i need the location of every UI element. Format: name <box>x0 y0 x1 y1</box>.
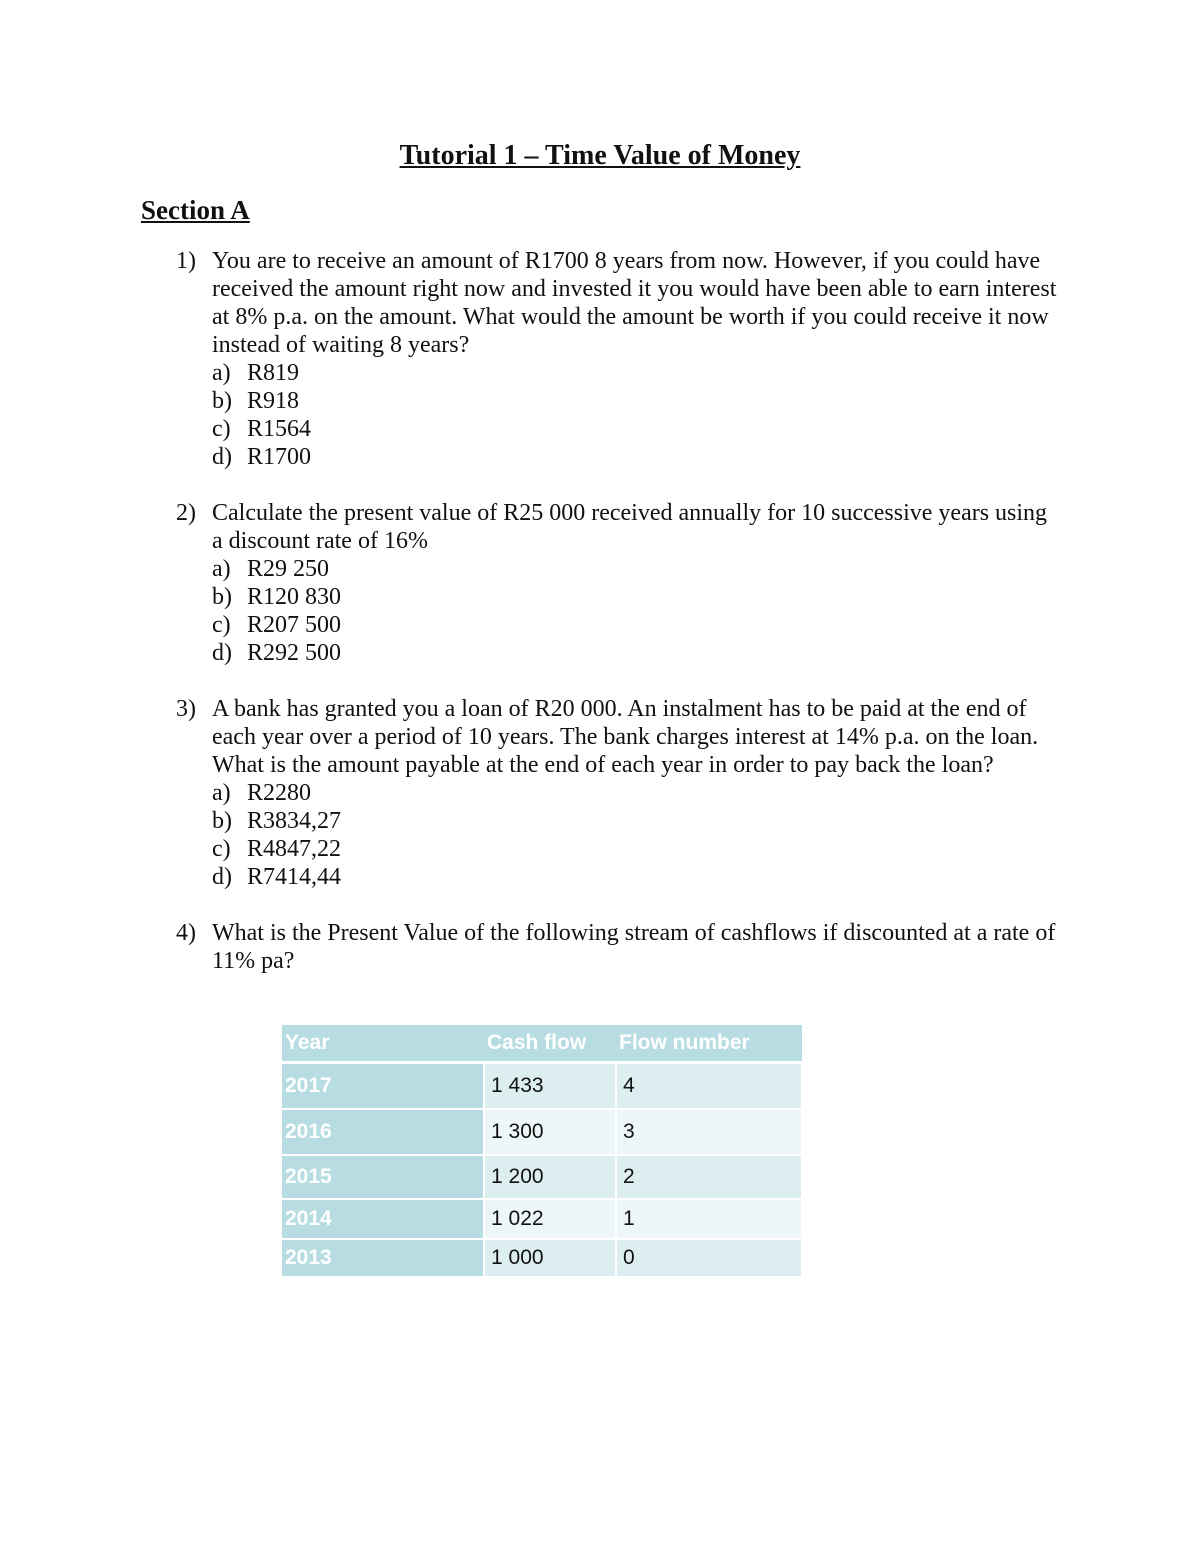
answer-option <box>212 807 1200 835</box>
answer-options <box>212 555 1200 667</box>
option-value: R1700 <box>247 444 312 470</box>
question-text: What is the Present Value of the following stream of cashflows if discounted at a rate of 11% pa? <box>212 920 1056 974</box>
question-list <box>0 247 1200 1003</box>
flow-number-cell: 1 <box>616 1199 802 1239</box>
option-value: R292 500 <box>247 640 342 666</box>
table-row <box>282 1239 802 1277</box>
option-value: R7414,44 <box>247 864 342 890</box>
table-row <box>282 1109 802 1155</box>
table-header-row <box>282 1025 802 1063</box>
header-year: Year <box>282 1025 484 1063</box>
option-value: R207 500 <box>247 612 342 638</box>
option-letter: c) <box>212 612 231 638</box>
year-cell: 2015 <box>282 1155 484 1199</box>
answer-option <box>212 415 1200 443</box>
cash-flow-cell: 1 000 <box>484 1239 616 1277</box>
table-row <box>282 1155 802 1199</box>
question-4 <box>0 919 1200 975</box>
option-letter: a) <box>212 556 231 582</box>
flow-number-cell: 2 <box>616 1155 802 1199</box>
question-number: 1) <box>176 248 196 274</box>
option-letter: a) <box>212 360 231 386</box>
cash-flow-cell: 1 433 <box>484 1063 616 1110</box>
question-text: Calculate the present value of R25 000 received annually for 10 successive years using a discount rate of 16% <box>212 500 1048 554</box>
year-cell: 2014 <box>282 1199 484 1239</box>
option-letter: c) <box>212 416 231 442</box>
question-text: You are to receive an amount of R1700 8 years from now. However, if you could have received the amount right now and invested it you would have been able to earn interest at 8% p.a. on the amount. What would the amount be worth if you could receive it now instead of waiting 8 years? <box>212 248 1057 358</box>
page-title: Tutorial 1 – Time Value of Money <box>399 140 801 171</box>
option-letter: d) <box>212 444 232 470</box>
flow-number-cell: 3 <box>616 1109 802 1155</box>
option-letter: d) <box>212 864 232 890</box>
option-value: R2280 <box>247 780 312 806</box>
answer-option <box>212 835 1200 863</box>
option-letter: c) <box>212 836 231 862</box>
option-value: R120 830 <box>247 584 342 610</box>
cashflow-table <box>282 1025 803 1278</box>
answer-option <box>212 443 1200 471</box>
answer-option <box>212 639 1200 667</box>
option-value: R918 <box>247 388 300 414</box>
year-cell: 2013 <box>282 1239 484 1277</box>
option-value: R4847,22 <box>247 836 342 862</box>
year-cell: 2016 <box>282 1109 484 1155</box>
question-number: 4) <box>176 920 196 946</box>
question-1 <box>0 247 1200 471</box>
question-text: A bank has granted you a loan of R20 000. An instalment has to be paid at the end of each year over a period of 10 years. The bank charges interest at 14% p.a. on the loan. What is the amount payable at the end of each year in order to pay back the loan? <box>212 696 1039 778</box>
option-letter: b) <box>212 584 232 610</box>
option-letter: a) <box>212 780 231 806</box>
option-value: R3834,27 <box>247 808 342 834</box>
cash-flow-cell: 1 022 <box>484 1199 616 1239</box>
answer-option <box>212 359 1200 387</box>
question-2 <box>0 499 1200 667</box>
cash-flow-cell: 1 200 <box>484 1155 616 1199</box>
answer-option <box>212 611 1200 639</box>
option-letter: b) <box>212 808 232 834</box>
question-number: 3) <box>176 696 196 722</box>
section-heading: Section A <box>141 195 250 225</box>
header-flow-number: Flow number <box>616 1025 802 1063</box>
answer-option <box>212 779 1200 807</box>
option-value: R819 <box>247 360 300 386</box>
option-value: R1564 <box>247 416 312 442</box>
table-row <box>282 1063 802 1110</box>
answer-option <box>212 583 1200 611</box>
answer-option <box>212 555 1200 583</box>
option-letter: d) <box>212 640 232 666</box>
option-value: R29 250 <box>247 556 330 582</box>
answer-option <box>212 387 1200 415</box>
flow-number-cell: 4 <box>616 1063 802 1110</box>
answer-options <box>212 779 1200 891</box>
table-row <box>282 1199 802 1239</box>
flow-number-cell: 0 <box>616 1239 802 1277</box>
question-3 <box>0 695 1200 891</box>
option-letter: b) <box>212 388 232 414</box>
answer-option <box>212 863 1200 891</box>
cash-flow-cell: 1 300 <box>484 1109 616 1155</box>
question-number: 2) <box>176 500 196 526</box>
year-cell: 2017 <box>282 1063 484 1110</box>
answer-options <box>212 359 1200 471</box>
header-cash-flow: Cash flow <box>484 1025 616 1063</box>
